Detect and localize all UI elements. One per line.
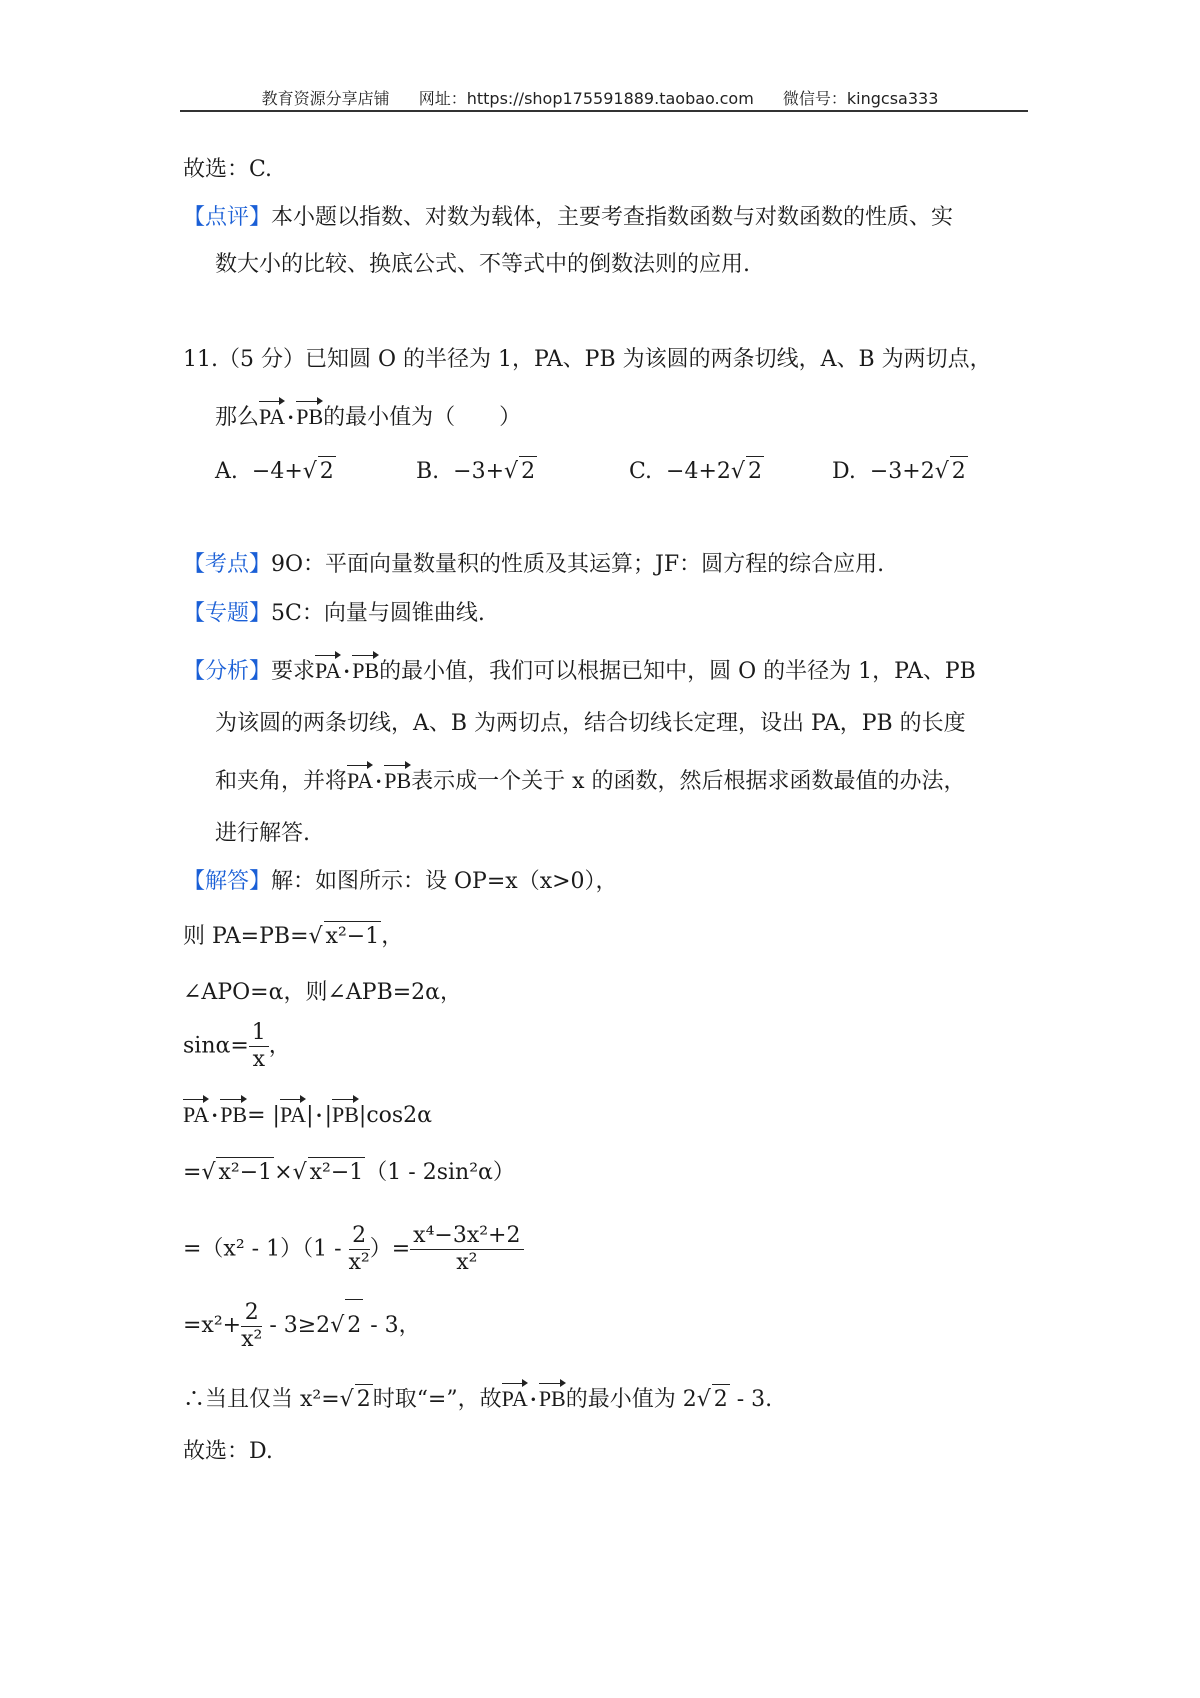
radicand: 2	[950, 456, 968, 487]
review-text-1: 本小题以指数、对数为载体，主要考查指数函数与对数函数的性质、实	[271, 205, 954, 230]
kaodian	[183, 550, 884, 580]
dot-operator: •	[211, 1109, 219, 1123]
option-value: −3+	[453, 459, 505, 484]
jieda-tag: 【解答】	[183, 869, 272, 894]
vector-pb: PB	[384, 764, 411, 796]
text: - 3≥2	[262, 1313, 331, 1338]
numerator: 2	[241, 1300, 262, 1327]
text: ，	[268, 1033, 291, 1059]
fenxi-2: 为该圆的两条切线，A、B 为两切点，结合切线长定理，设出 PA，PB 的长度	[215, 711, 966, 736]
text: 时取“=”，故	[372, 1387, 502, 1412]
prev-answer: 故选：C.	[183, 157, 273, 182]
text: =（x² - 1）（1 -	[183, 1236, 349, 1262]
fenxi-3	[215, 764, 966, 797]
text: 和夹角，并将	[215, 769, 348, 794]
radicand: x²−1	[324, 921, 382, 952]
option-value: −3+2	[869, 459, 935, 484]
option-label: C.	[629, 459, 653, 484]
text: = |	[247, 1103, 280, 1128]
vector-pa: PA	[347, 764, 373, 796]
vector-pa: PA	[280, 1098, 306, 1130]
numerator: 2	[349, 1223, 370, 1250]
kaodian-text: 9O：平面向量数量积的性质及其运算；JF：圆方程的综合应用.	[271, 552, 885, 577]
text: |	[324, 1103, 332, 1128]
text: =	[183, 1160, 202, 1185]
radicand: 2	[345, 1299, 363, 1352]
zhuanti-text: 5C：向量与圆锥曲线.	[271, 601, 485, 626]
text: - 3，	[363, 1313, 421, 1338]
text: sinα=	[183, 1033, 249, 1059]
radicand: 2	[318, 456, 336, 487]
kaodian-tag: 【考点】	[183, 552, 272, 577]
radicand: x²−1	[308, 1157, 366, 1188]
zhuanti	[183, 599, 485, 629]
text: ×	[274, 1160, 293, 1185]
numerator: 1	[249, 1020, 269, 1047]
text: 的最小值为 2	[565, 1387, 697, 1412]
vector-pa: PA	[259, 400, 285, 432]
header-divider	[180, 110, 1028, 112]
dot-operator: •	[529, 1393, 537, 1407]
text: 则 PA=PB=	[183, 924, 309, 949]
numerator: x⁴−3x²+2	[410, 1223, 523, 1250]
text: 表示成一个关于 x 的函数，然后根据求函数最值的办法，	[411, 769, 966, 794]
review-tag: 【点评】	[183, 205, 272, 230]
fraction	[241, 1300, 262, 1353]
vector-pb: PB	[352, 654, 379, 686]
radicand: x²−1	[216, 1157, 274, 1188]
final-answer: 故选：D.	[183, 1439, 273, 1464]
text: |cos2α	[358, 1103, 433, 1128]
denominator: x²	[348, 1250, 370, 1275]
radicand: 2	[746, 456, 764, 487]
text: 解：如图所示：设 OP=x（x>0），	[271, 869, 618, 894]
jieda-4	[183, 1020, 291, 1073]
vector-pa: PA	[502, 1382, 528, 1414]
shop-url: 网址：https://shop175591889.taobao.com	[418, 89, 754, 108]
jieda-1	[183, 867, 618, 897]
jieda-6: =√ x²−1×√ x²−1（1 - 2sin²α）	[183, 1157, 515, 1188]
denominator: x	[252, 1047, 265, 1072]
stem-text: 的最小值为（ ）	[323, 405, 522, 430]
option-c: C. −4+2√ 2	[629, 456, 764, 487]
vector-pb: PB	[296, 400, 323, 432]
option-a: A. −4+√ 2	[215, 456, 336, 487]
text: 要求	[271, 659, 316, 684]
option-label: A.	[215, 459, 238, 484]
question-stem-2	[215, 400, 521, 433]
fenxi-1	[183, 654, 976, 687]
text: （1 - 2sin²α）	[365, 1160, 515, 1185]
dot-operator: •	[343, 665, 351, 679]
text: 的最小值，我们可以根据已知中，圆 O 的半径为 1，PA、PB	[379, 659, 976, 684]
dot-operator: •	[315, 1109, 323, 1123]
option-label: D.	[832, 459, 856, 484]
page-header	[0, 86, 1200, 109]
wechat-id: 微信号：kingcsa333	[782, 89, 939, 108]
jieda-3: ∠APO=α，则∠APB=2α，	[183, 980, 463, 1005]
text: ，	[381, 924, 404, 949]
question-stem-1: 11.（5 分）已知圆 O 的半径为 1，PA、PB 为该圆的两条切线，A、B 为两切点，	[183, 347, 992, 372]
text: ∴当且仅当 x²=	[183, 1387, 340, 1412]
fraction	[410, 1223, 523, 1276]
dot-operator: •	[287, 411, 295, 425]
option-value: −4+2	[666, 459, 731, 484]
shop-name: 教育资源分享店铺	[261, 89, 390, 108]
text: |	[306, 1103, 314, 1128]
vector-pa: PA	[315, 654, 341, 686]
option-d: D. −3+2√ 2	[832, 456, 968, 487]
fenxi-4: 进行解答.	[215, 821, 310, 846]
radicand: 2	[712, 1384, 730, 1415]
radicand: 2	[355, 1384, 373, 1415]
option-value: −4+	[251, 459, 303, 484]
vector-pb: PB	[539, 1382, 566, 1414]
denominator: x²	[456, 1250, 478, 1275]
prev-review	[183, 203, 953, 233]
denominator: x²	[241, 1326, 263, 1352]
radicand: 2	[519, 456, 537, 487]
fenxi-tag: 【分析】	[183, 659, 272, 684]
vector-pb: PB	[220, 1098, 247, 1130]
jieda-5	[183, 1098, 432, 1131]
vector-pa: PA	[183, 1098, 209, 1130]
fraction	[249, 1020, 269, 1073]
jieda-9: ∴当且仅当 x²=√ 2时取“=”，故PA •PB的最小值为 2√ 2 - 3.	[183, 1382, 772, 1415]
jieda-2: 则 PA=PB=√ x²−1，	[183, 921, 403, 952]
vector-pb: PB	[332, 1098, 359, 1130]
option-b: B. −3+√ 2	[416, 456, 537, 487]
zhuanti-tag: 【专题】	[183, 601, 272, 626]
text: - 3.	[729, 1387, 773, 1412]
jieda-7	[183, 1223, 524, 1276]
option-label: B.	[416, 459, 440, 484]
stem-text: 那么	[215, 405, 260, 430]
dot-operator: •	[375, 775, 383, 789]
jieda-8: =x²+ $\frac{2}{\text{x²}}$ - 3≥2√ 2 - 3，	[183, 1299, 421, 1352]
review-text-2: 数大小的比较、换底公式、不等式中的倒数法则的应用.	[215, 252, 750, 277]
text: =x²+	[183, 1313, 242, 1338]
text: ）=	[369, 1236, 411, 1262]
fraction	[349, 1223, 370, 1276]
